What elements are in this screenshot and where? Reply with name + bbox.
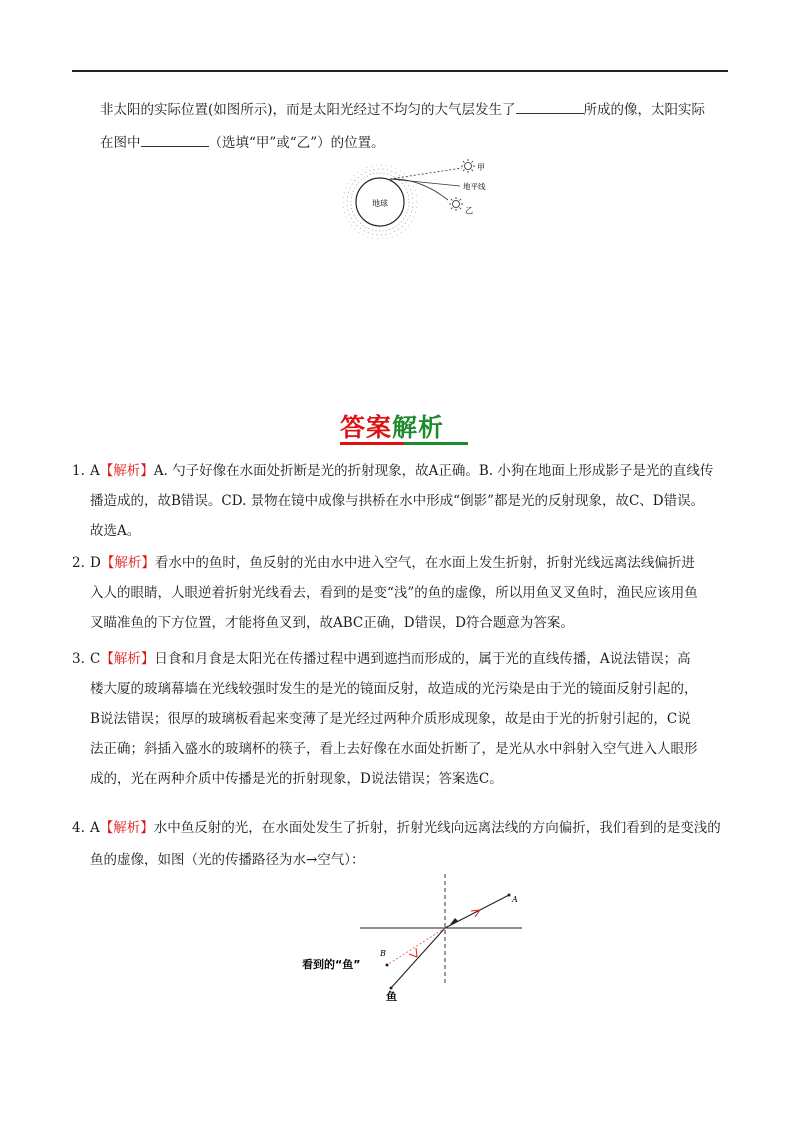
apparent-ray — [390, 168, 462, 179]
answer-text: 看水中的鱼时，鱼反射的光由水中进入空气，在水面上发生折射，折射光线远离法线偏折进 — [154, 555, 695, 571]
point-a-dot — [508, 894, 511, 897]
section-title — [340, 408, 470, 446]
point-b-label: B — [380, 949, 386, 958]
answer-choice: D — [90, 555, 101, 571]
earth-label: 地球 — [372, 199, 388, 208]
section-title-part1: 答案 — [340, 413, 393, 442]
answer-2 — [72, 548, 732, 638]
analysis-tag: 【解析】 — [99, 463, 154, 479]
answer-3-line-1 — [72, 644, 732, 674]
answer-text: A. 勺子好像在水面处折断是光的折射现象，故A正确。B. 小狗在地面上形成影子是光的直线传 — [153, 463, 714, 479]
question-text — [100, 94, 730, 160]
analysis-tag: 【解析】 — [100, 651, 155, 667]
answer-1 — [72, 456, 732, 546]
answer-2-line-2: 入人的眼睛，人眼逆着折射光线看去，看到的是变“浅”的鱼的虚像，所以用鱼叉叉鱼时，渔民应该用鱼 — [90, 585, 698, 601]
analysis-tag: 【解析】 — [100, 555, 155, 571]
answer-number: 1. — [72, 463, 85, 479]
top-rule — [72, 70, 728, 72]
section-title-underline — [340, 442, 468, 445]
fill-blank-1 — [516, 99, 584, 114]
sun-b-icon — [449, 197, 463, 211]
answer-4 — [72, 812, 732, 876]
answer-2-line-3: 叉瞄准鱼的下方位置，才能将鱼叉到，故ABC正确，D错误，D符合题意为答案。 — [90, 615, 574, 631]
point-a-label: A — [512, 895, 518, 904]
horizon-line — [390, 179, 460, 186]
answer-choice: A — [90, 463, 100, 479]
refracted-ray — [445, 895, 509, 928]
incident-ray-arrow — [409, 948, 417, 957]
incident-ray — [391, 928, 445, 988]
answer-1-line-3: 故选A。 — [90, 523, 141, 539]
answer-choice: A — [90, 820, 100, 836]
answer-4-line-1 — [72, 812, 732, 844]
fill-blank-2 — [141, 132, 209, 147]
sun-a-icon — [461, 159, 475, 173]
answer-2-line-1 — [72, 548, 732, 578]
question-line-2-start: 在图中 — [100, 135, 141, 151]
answer-1-line-2: 播造成的，故B错误。CD. 景物在镜中成像与拱桥在水中形成“倒影”都是光的反射现象，故C、D错误。 — [90, 493, 705, 509]
answer-3 — [72, 644, 732, 794]
point-b-dot — [386, 964, 389, 967]
refraction-figure — [300, 872, 530, 1002]
answer-3-line-2: 楼大厦的玻璃幕墙在光线较强时发生的是光的镜面反射，故造成的光污染是由于光的镜面反射引起的， — [90, 681, 698, 697]
question-line-2-end: （选填“甲”或“乙”）的位置。 — [208, 135, 385, 151]
answer-4-line-2: 鱼的虚像，如图（光的传播路径为水→空气）： — [90, 852, 365, 868]
analysis-tag: 【解析】 — [99, 820, 154, 836]
earth-atmosphere-figure — [340, 156, 510, 248]
answer-number: 3. — [72, 651, 85, 667]
answer-text: 日食和月食是太阳光在传播过程中遇到遮挡而形成的，属于光的直线传播，A说法错误；高 — [154, 651, 691, 667]
answer-number: 2. — [72, 555, 85, 571]
question-line-1 — [100, 94, 730, 127]
answer-choice: C — [90, 651, 101, 667]
question-line-1-end: 所成的像，太阳实际 — [583, 102, 706, 118]
answer-3-line-5: 成的，光在两种介质中传播是光的折射现象，D说法错误；答案选C。 — [90, 771, 503, 787]
sun-a-label: 甲 — [477, 163, 485, 172]
answer-number: 4. — [72, 820, 85, 836]
answer-3-line-4: 法正确；斜插入盛水的玻璃杯的筷子，看上去好像在水面处折断了，是光从水中斜射入空气进入人眼形 — [90, 741, 698, 757]
seen-fish-label: 看到的“鱼” — [302, 958, 361, 971]
sun-b-label: 乙 — [465, 206, 473, 215]
answer-text: 水中鱼反射的光，在水面处发生了折射，折射光线向远离法线的方向偏折，我们看到的是变浅的 — [153, 820, 721, 836]
answer-1-line-1 — [72, 456, 732, 486]
fish-label: 鱼 — [386, 990, 397, 1002]
answer-3-line-3: B说法错误；很厚的玻璃板看起来变薄了是光经过两种介质形成现象，故是由于光的折射引起的，C说 — [90, 711, 691, 727]
section-title-part2: 解析 — [392, 413, 445, 442]
horizon-label: 地平线 — [463, 182, 486, 191]
question-line-1-start: 非太阳的实际位置(如图所示)，而是太阳光经过不均匀的大气层发生了 — [100, 102, 516, 118]
